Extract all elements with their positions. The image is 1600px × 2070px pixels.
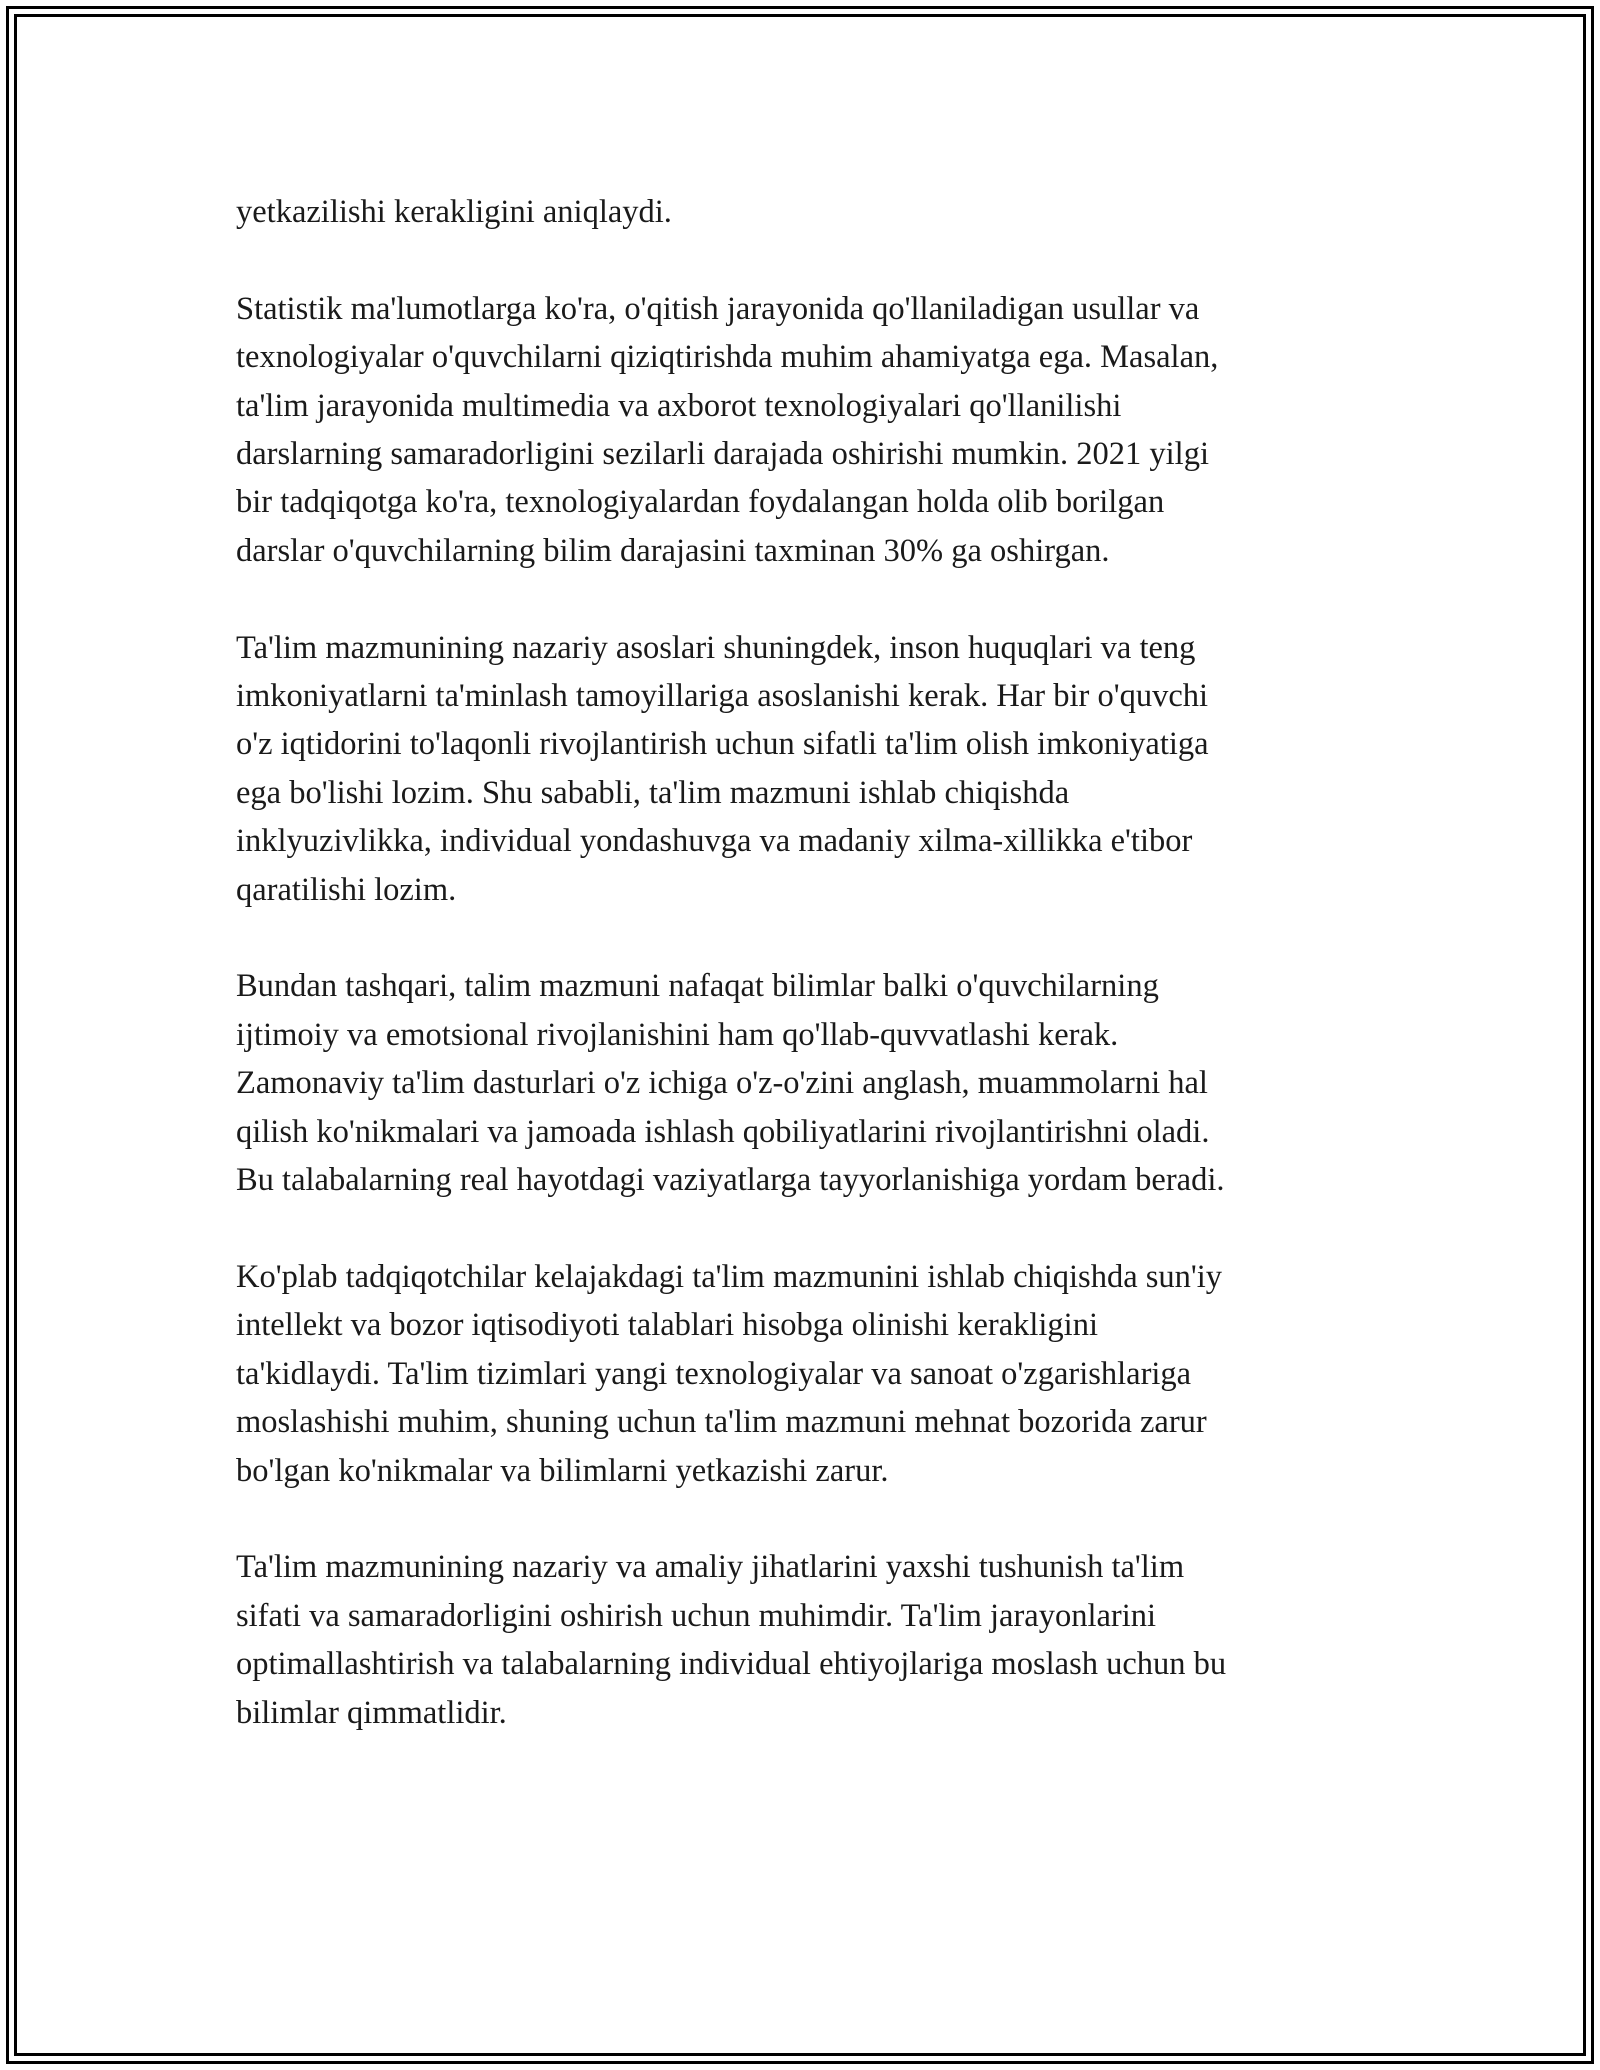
- text-line: intellekt va bozor iqtisodiyoti talablari hisobga olinishi kerakligini: [236, 1307, 1098, 1344]
- text-line: ega bo'lishi lozim. Shu sababli, ta'lim mazmuni ishlab chiqishda: [236, 774, 1070, 811]
- text-line: qaratilishi lozim.: [236, 871, 457, 908]
- text-line: darslar o'quvchilarning bilim darajasini taxminan 30% ga oshirgan.: [236, 532, 1110, 569]
- document-body: [236, 188, 1366, 1785]
- paragraph-6: [236, 1543, 1366, 1737]
- text-line: bilimlar qimmatlidir.: [236, 1694, 507, 1731]
- paragraph-4: [236, 962, 1366, 1204]
- text-line: texnologiyalar o'quvchilarni qiziqtirishda muhim ahamiyatga ega. Masalan,: [236, 339, 1219, 376]
- text-line: imkoniyatlarni ta'minlash tamoyillariga asoslanishi kerak. Har bir o'quvchi: [236, 678, 1209, 715]
- text-line: Bundan tashqari, talim mazmuni nafaqat bilimlar balki o'quvchilarning: [236, 968, 1159, 1005]
- text-line: bo'lgan ko'nikmalar va bilimlarni yetkazishi zarur.: [236, 1452, 889, 1489]
- text-line: Ta'lim mazmunining nazariy asoslari shuningdek, inson huquqlari va teng: [236, 629, 1196, 666]
- text-line: Ta'lim mazmunining nazariy va amaliy jihatlarini yaxshi tushunish ta'lim: [236, 1549, 1185, 1586]
- text-line: Zamonaviy ta'lim dasturlari o'z ichiga o'z-o'zini anglash, muammolarni hal: [236, 1065, 1208, 1102]
- text-line: ta'lim jarayonida multimedia va axborot texnologiyalari qo'llanilishi: [236, 387, 1122, 424]
- text-line: inklyuzivlikka, individual yondashuvga va madaniy xilma-xillikka e'tibor: [236, 823, 1193, 860]
- text-line: Bu talabalarning real hayotdagi vaziyatlarga tayyorlanishiga yordam beradi.: [236, 1162, 1225, 1199]
- text-line: qilish ko'nikmalari va jamoada ishlash qobiliyatlarini rivojlantirishni oladi.: [236, 1113, 1210, 1150]
- text-line: Ko'plab tadqiqotchilar kelajakdagi ta'lim mazmunini ishlab chiqishda sun'iy: [236, 1258, 1223, 1295]
- text-line: Statistik ma'lumotlarga ko'ra, o'qitish jarayonida qo'llaniladigan usullar va: [236, 290, 1200, 327]
- text-line: optimallashtirish va talabalarning individual ehtiyojlariga moslash uchun bu: [236, 1646, 1227, 1683]
- text-line: yetkazilishi kerakligini aniqlaydi.: [236, 194, 672, 230]
- text-line: ijtimoiy va emotsional rivojlanishini ham qo'llab-quvvatlashi kerak.: [236, 1016, 1119, 1053]
- paragraph-5: [236, 1253, 1366, 1495]
- text-line: bir tadqiqotga ko'ra, texnologiyalardan foydalangan holda olib borilgan: [236, 484, 1165, 521]
- paragraph-2: [236, 285, 1366, 575]
- paragraph-3: [236, 624, 1366, 914]
- paragraph-1: [236, 188, 1366, 236]
- text-line: moslashishi muhim, shuning uchun ta'lim mazmuni mehnat bozorida zarur: [236, 1404, 1207, 1441]
- text-line: o'z iqtidorini to'laqonli rivojlantirish uchun sifatli ta'lim olish imkoniyatiga: [236, 726, 1209, 763]
- text-line: ta'kidlaydi. Ta'lim tizimlari yangi texnologiyalar va sanoat o'zgarishlariga: [236, 1355, 1192, 1392]
- text-line: darslarning samaradorligini sezilarli darajada oshirishi mumkin. 2021 yilgi: [236, 436, 1209, 473]
- text-line: sifati va samaradorligini oshirish uchun muhimdir. Ta'lim jarayonlarini: [236, 1597, 1157, 1634]
